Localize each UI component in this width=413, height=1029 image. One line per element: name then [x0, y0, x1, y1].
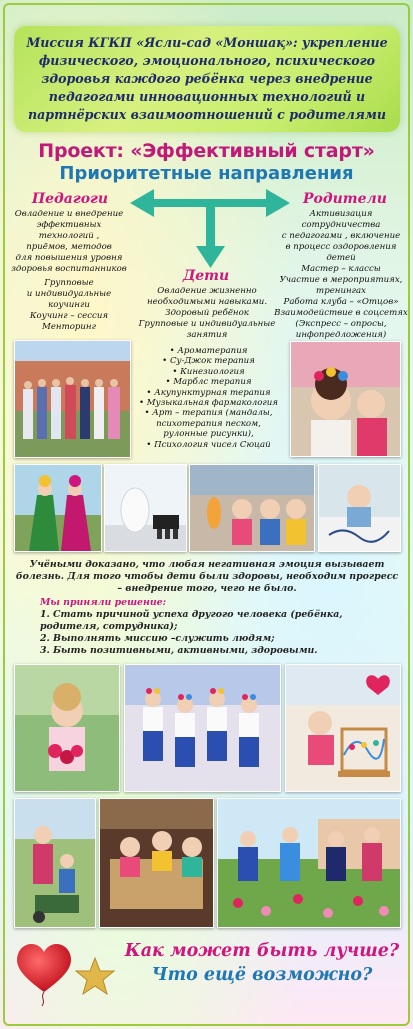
- children-heading: Дети: [182, 268, 230, 284]
- list-item: • Су-Джок терапия: [162, 356, 255, 367]
- parents-text: [272, 209, 410, 341]
- children-line: Овладение жизненно: [157, 286, 257, 296]
- teachers-heading: Педагоги: [31, 191, 109, 207]
- teachers-line: технологий ,: [38, 231, 100, 241]
- children-line: Групповые и индивидуальные: [138, 319, 276, 329]
- parents-heading: Родители: [303, 191, 387, 207]
- parents-line: инфопредложения): [295, 330, 387, 340]
- parents-line: (Экспресс – опросы,: [295, 319, 387, 329]
- list-item: • Ароматерапия: [169, 346, 248, 356]
- list-item: • Психология чисел Сюцай: [146, 439, 271, 450]
- teachers-line: Коучинг – сессия: [29, 311, 109, 321]
- parents-line: детей: [326, 253, 356, 263]
- teachers-text: [4, 209, 134, 333]
- children-line: занятия: [186, 330, 228, 340]
- decision-heading: Мы приняли решение:: [40, 597, 167, 608]
- decision-list: [40, 609, 390, 657]
- list-item: • Музыкальная фармакология: [138, 398, 278, 409]
- photo-dance-group: [124, 664, 281, 792]
- question-possible: Что ещё возможно?: [151, 965, 373, 985]
- question-better: Как может быть лучше?: [124, 941, 400, 961]
- list-item: психотерапия песком,: [156, 418, 261, 429]
- mission-banner: [14, 26, 400, 132]
- list-item: • Арт – терапия (мандалы,: [144, 408, 273, 419]
- photo-lamp-activity: [189, 464, 315, 552]
- teachers-line: приёмов, методов: [26, 242, 112, 252]
- mission-text: Миссия КГКП «Ясли-сад «Моншақ»: укрепление физического, эмоционального, психического здоровья каждого ребёнка через внедрение педагогами инновационных технологий и партнёрских взаимоотношений с родителями: [26, 35, 388, 122]
- photo-girl-flowers: [14, 664, 120, 792]
- parents-line: Работа клуба – «Отцов»: [283, 297, 399, 307]
- list-item: • Марблс терапия: [165, 377, 252, 388]
- teachers-line: Овладение и внедрение: [14, 209, 124, 219]
- list-item: • Акупунктурная терапия: [146, 387, 271, 398]
- teachers-line: здоровья воспитанников: [11, 264, 127, 274]
- body-paragraph: Учёными доказано, что любая негативная эмоция вызывает болезнь. Для того чтобы дети были здоровы, необходим прогресс – внедрение того, чего не было.: [15, 559, 399, 594]
- parents-line: Мастер – классы: [301, 264, 381, 274]
- teachers-line: для повышения уровня: [15, 253, 123, 263]
- parents-line: Активизация: [309, 209, 373, 219]
- photo-flower-field: [217, 798, 401, 928]
- photo-sand-play: [99, 798, 214, 928]
- teachers-line: коучинги: [48, 300, 90, 310]
- children-line: необходимыми навыками.: [146, 297, 268, 307]
- list-item: рулонные рисунки),: [163, 429, 254, 440]
- parents-line: сотрудничества: [301, 220, 381, 230]
- children-methods-list: [136, 346, 281, 450]
- teachers-line: эффективных: [36, 220, 102, 230]
- photo-aroma-diffuser: [104, 464, 187, 552]
- parents-line: Взаимодействие в соцсетях: [274, 308, 408, 318]
- project-title: Проект: «Эффективный старт»: [38, 140, 375, 162]
- heart-icon: [12, 936, 76, 1006]
- teachers-line: Менторинг: [42, 322, 96, 332]
- list-item: 3. Быть позитивными, активными, здоровыми.: [40, 645, 318, 656]
- arrow-icon: [130, 189, 290, 268]
- photo-child-wreath: [290, 341, 401, 457]
- star-icon: [74, 956, 116, 998]
- children-line: Здоровый ребёнок: [165, 308, 249, 318]
- parents-line: Участие в мероприятиях,: [279, 275, 403, 285]
- priorities-title: Приоритетные направления: [59, 163, 354, 184]
- photo-costumes: [14, 464, 102, 552]
- photo-bead-maze: [285, 664, 401, 792]
- children-text: [128, 286, 286, 341]
- parents-line: с педагогами , включение: [281, 231, 401, 241]
- parents-line: в процесс оздоровления: [285, 242, 397, 252]
- photo-garden-wheelbarrow: [14, 798, 96, 928]
- list-item: 1. Стать причиной успеха другого человека (ребёнка, родителя, сотрудника);: [40, 609, 343, 632]
- photo-drawing-child: [318, 464, 401, 552]
- direction-arrows: [130, 188, 290, 270]
- photo-staff-group: [14, 340, 131, 458]
- teachers-line: Групповые: [44, 278, 94, 288]
- list-item: • Кинезиология: [172, 366, 245, 377]
- teachers-line: и индивидуальные: [26, 289, 112, 299]
- parents-line: тренингах: [316, 286, 366, 296]
- list-item: 2. Выполнять миссию –служить людям;: [40, 633, 275, 644]
